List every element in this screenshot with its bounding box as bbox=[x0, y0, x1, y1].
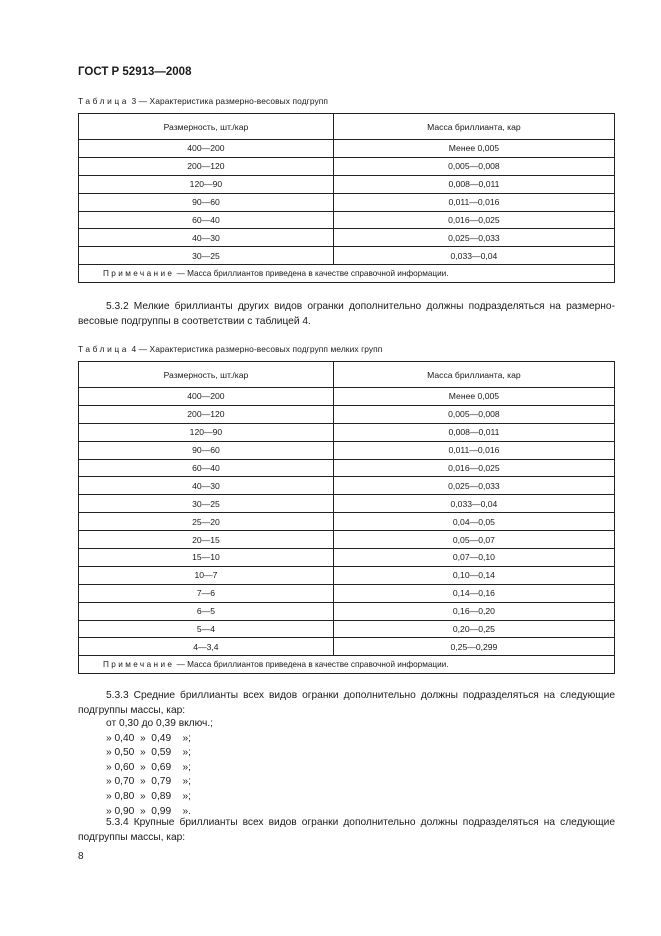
table4-cell-mass: Менее 0,005 bbox=[333, 388, 614, 406]
table4-cell-mass: 0,016—0,025 bbox=[333, 459, 614, 477]
table3-header-size: Размерность, шт./кар bbox=[79, 114, 334, 140]
table-row bbox=[79, 405, 615, 423]
table3-note bbox=[79, 265, 615, 283]
table4-cell-size: 10—7 bbox=[79, 566, 334, 584]
table4-cell-size: 40—30 bbox=[79, 477, 334, 495]
table4-cell-size: 25—20 bbox=[79, 513, 334, 531]
table3-cell-size: 60—40 bbox=[79, 211, 334, 229]
table4-cell-mass: 0,025—0,033 bbox=[333, 477, 614, 495]
table4-cell-size: 200—120 bbox=[79, 405, 334, 423]
table3-cell-mass: Менее 0,005 bbox=[333, 140, 614, 158]
table3-cell-size: 400—200 bbox=[79, 140, 334, 158]
table4-cell-size: 15—10 bbox=[79, 549, 334, 567]
table3-cell-mass: 0,025—0,033 bbox=[333, 229, 614, 247]
table-row bbox=[79, 638, 615, 656]
list-item: от 0,30 до 0,39 включ.; bbox=[106, 718, 214, 729]
paragraph-5-3-4-text: 5.3.4 Крупные бриллианты всех видов огранки дополнительно должны подразделяться на следующие подгруппы массы, кар: bbox=[78, 817, 615, 843]
table3 bbox=[78, 113, 615, 283]
table4-cell-size: 60—40 bbox=[79, 459, 334, 477]
table4-cell-size: 6—5 bbox=[79, 602, 334, 620]
paragraph-5-3-4 bbox=[78, 815, 615, 845]
table4-cell-size: 4—3,4 bbox=[79, 638, 334, 656]
table4-caption-text: 4 — Характеристика размерно-весовых подгрупп мелких групп bbox=[129, 344, 383, 354]
table3-cell-size: 30—25 bbox=[79, 247, 334, 265]
table4-caption-word: Таблица bbox=[78, 344, 130, 354]
table4-header-mass: Масса бриллианта, кар bbox=[333, 362, 614, 388]
paragraph-5-3-2 bbox=[78, 299, 615, 329]
table-row bbox=[79, 584, 615, 602]
paragraph-5-3-3-text: 5.3.3 Средние бриллианты всех видов огранки дополнительно должны подразделяться на следующие подгруппы массы, кар: bbox=[78, 690, 615, 716]
table-row bbox=[79, 388, 615, 406]
table-row bbox=[79, 513, 615, 531]
list-item: » 0,50 » 0,59 »; bbox=[106, 747, 191, 759]
table-row bbox=[79, 423, 615, 441]
table3-cell-mass: 0,016—0,025 bbox=[333, 211, 614, 229]
table4-caption bbox=[78, 344, 382, 354]
table-row bbox=[79, 602, 615, 620]
table4-cell-mass: 0,10—0,14 bbox=[333, 566, 614, 584]
table-row bbox=[79, 441, 615, 459]
table-row bbox=[79, 193, 615, 211]
document-header: ГОСТ Р 52913—2008 bbox=[78, 66, 192, 78]
mass-subgroup-list bbox=[106, 717, 213, 819]
list-item: » 0,80 » 0,89 »; bbox=[106, 790, 191, 802]
table3-caption-text: 3 — Характеристика размерно-весовых подгрупп bbox=[129, 96, 329, 106]
table3-note-word: Примечание bbox=[103, 269, 175, 279]
table3-cell-mass: 0,008—0,011 bbox=[333, 175, 614, 193]
paragraph-5-3-3 bbox=[78, 688, 615, 718]
table3-cell-mass: 0,011—0,016 bbox=[333, 193, 614, 211]
table4-cell-mass: 0,04—0,05 bbox=[333, 513, 614, 531]
table-row bbox=[79, 229, 615, 247]
table3-caption bbox=[78, 96, 328, 106]
table4-cell-mass: 0,005—0,008 bbox=[333, 405, 614, 423]
table-row bbox=[79, 247, 615, 265]
paragraph-5-3-2-text: 5.3.2 Мелкие бриллианты других видов огранки дополнительно должны подразделяться на размерно-весовые подгруппы в соответствии с таблицей 4. bbox=[78, 301, 615, 327]
table4 bbox=[78, 361, 615, 674]
table4-note-row bbox=[79, 656, 615, 674]
table-row bbox=[79, 459, 615, 477]
table4-cell-size: 400—200 bbox=[79, 388, 334, 406]
table3-cell-mass: 0,033—0,04 bbox=[333, 247, 614, 265]
list-item: » 0,70 » 0,79 »; bbox=[106, 776, 191, 788]
list-item: » 0,60 » 0,69 »; bbox=[106, 761, 191, 773]
table3-cell-size: 200—120 bbox=[79, 157, 334, 175]
list-item: » 0,90 » 0,99 ». bbox=[106, 805, 191, 817]
table4-cell-mass: 0,14—0,16 bbox=[333, 584, 614, 602]
table-row bbox=[79, 211, 615, 229]
table3-note-row bbox=[79, 265, 615, 283]
table4-cell-mass: 0,07—0,10 bbox=[333, 549, 614, 567]
table-row bbox=[79, 620, 615, 638]
table4-note-word: Примечание bbox=[103, 660, 175, 670]
table4-cell-mass: 0,033—0,04 bbox=[333, 495, 614, 513]
table3-header-mass: Масса бриллианта, кар bbox=[333, 114, 614, 140]
table3-caption-word: Таблица bbox=[78, 96, 130, 106]
table4-note bbox=[79, 656, 615, 674]
table-row bbox=[79, 566, 615, 584]
table4-cell-mass: 0,16—0,20 bbox=[333, 602, 614, 620]
list-item: » 0,40 » 0,49 »; bbox=[106, 732, 191, 744]
table-row bbox=[79, 175, 615, 193]
table-row bbox=[79, 495, 615, 513]
table4-cell-mass: 0,05—0,07 bbox=[333, 531, 614, 549]
table4-cell-size: 90—60 bbox=[79, 441, 334, 459]
table4-cell-size: 7—6 bbox=[79, 584, 334, 602]
table4-cell-mass: 0,20—0,25 bbox=[333, 620, 614, 638]
table4-note-text: — Масса бриллиантов приведена в качестве справочной информации. bbox=[174, 660, 449, 670]
table4-cell-size: 120—90 bbox=[79, 423, 334, 441]
table4-header-size: Размерность, шт./кар bbox=[79, 362, 334, 388]
table4-cell-mass: 0,008—0,011 bbox=[333, 423, 614, 441]
table3-cell-mass: 0,005—0,008 bbox=[333, 157, 614, 175]
table-row bbox=[79, 157, 615, 175]
table4-cell-size: 5—4 bbox=[79, 620, 334, 638]
table3-cell-size: 40—30 bbox=[79, 229, 334, 247]
table4-cell-size: 30—25 bbox=[79, 495, 334, 513]
table3-note-text: — Масса бриллиантов приведена в качестве справочной информации. bbox=[174, 269, 449, 279]
table3-cell-size: 120—90 bbox=[79, 175, 334, 193]
table4-cell-mass: 0,011—0,016 bbox=[333, 441, 614, 459]
table-row bbox=[79, 549, 615, 567]
table3-cell-size: 90—60 bbox=[79, 193, 334, 211]
table4-cell-mass: 0,25—0,299 bbox=[333, 638, 614, 656]
table-row bbox=[79, 477, 615, 495]
table4-cell-size: 20—15 bbox=[79, 531, 334, 549]
table-row bbox=[79, 531, 615, 549]
page-number: 8 bbox=[78, 851, 84, 862]
table-row bbox=[79, 140, 615, 158]
